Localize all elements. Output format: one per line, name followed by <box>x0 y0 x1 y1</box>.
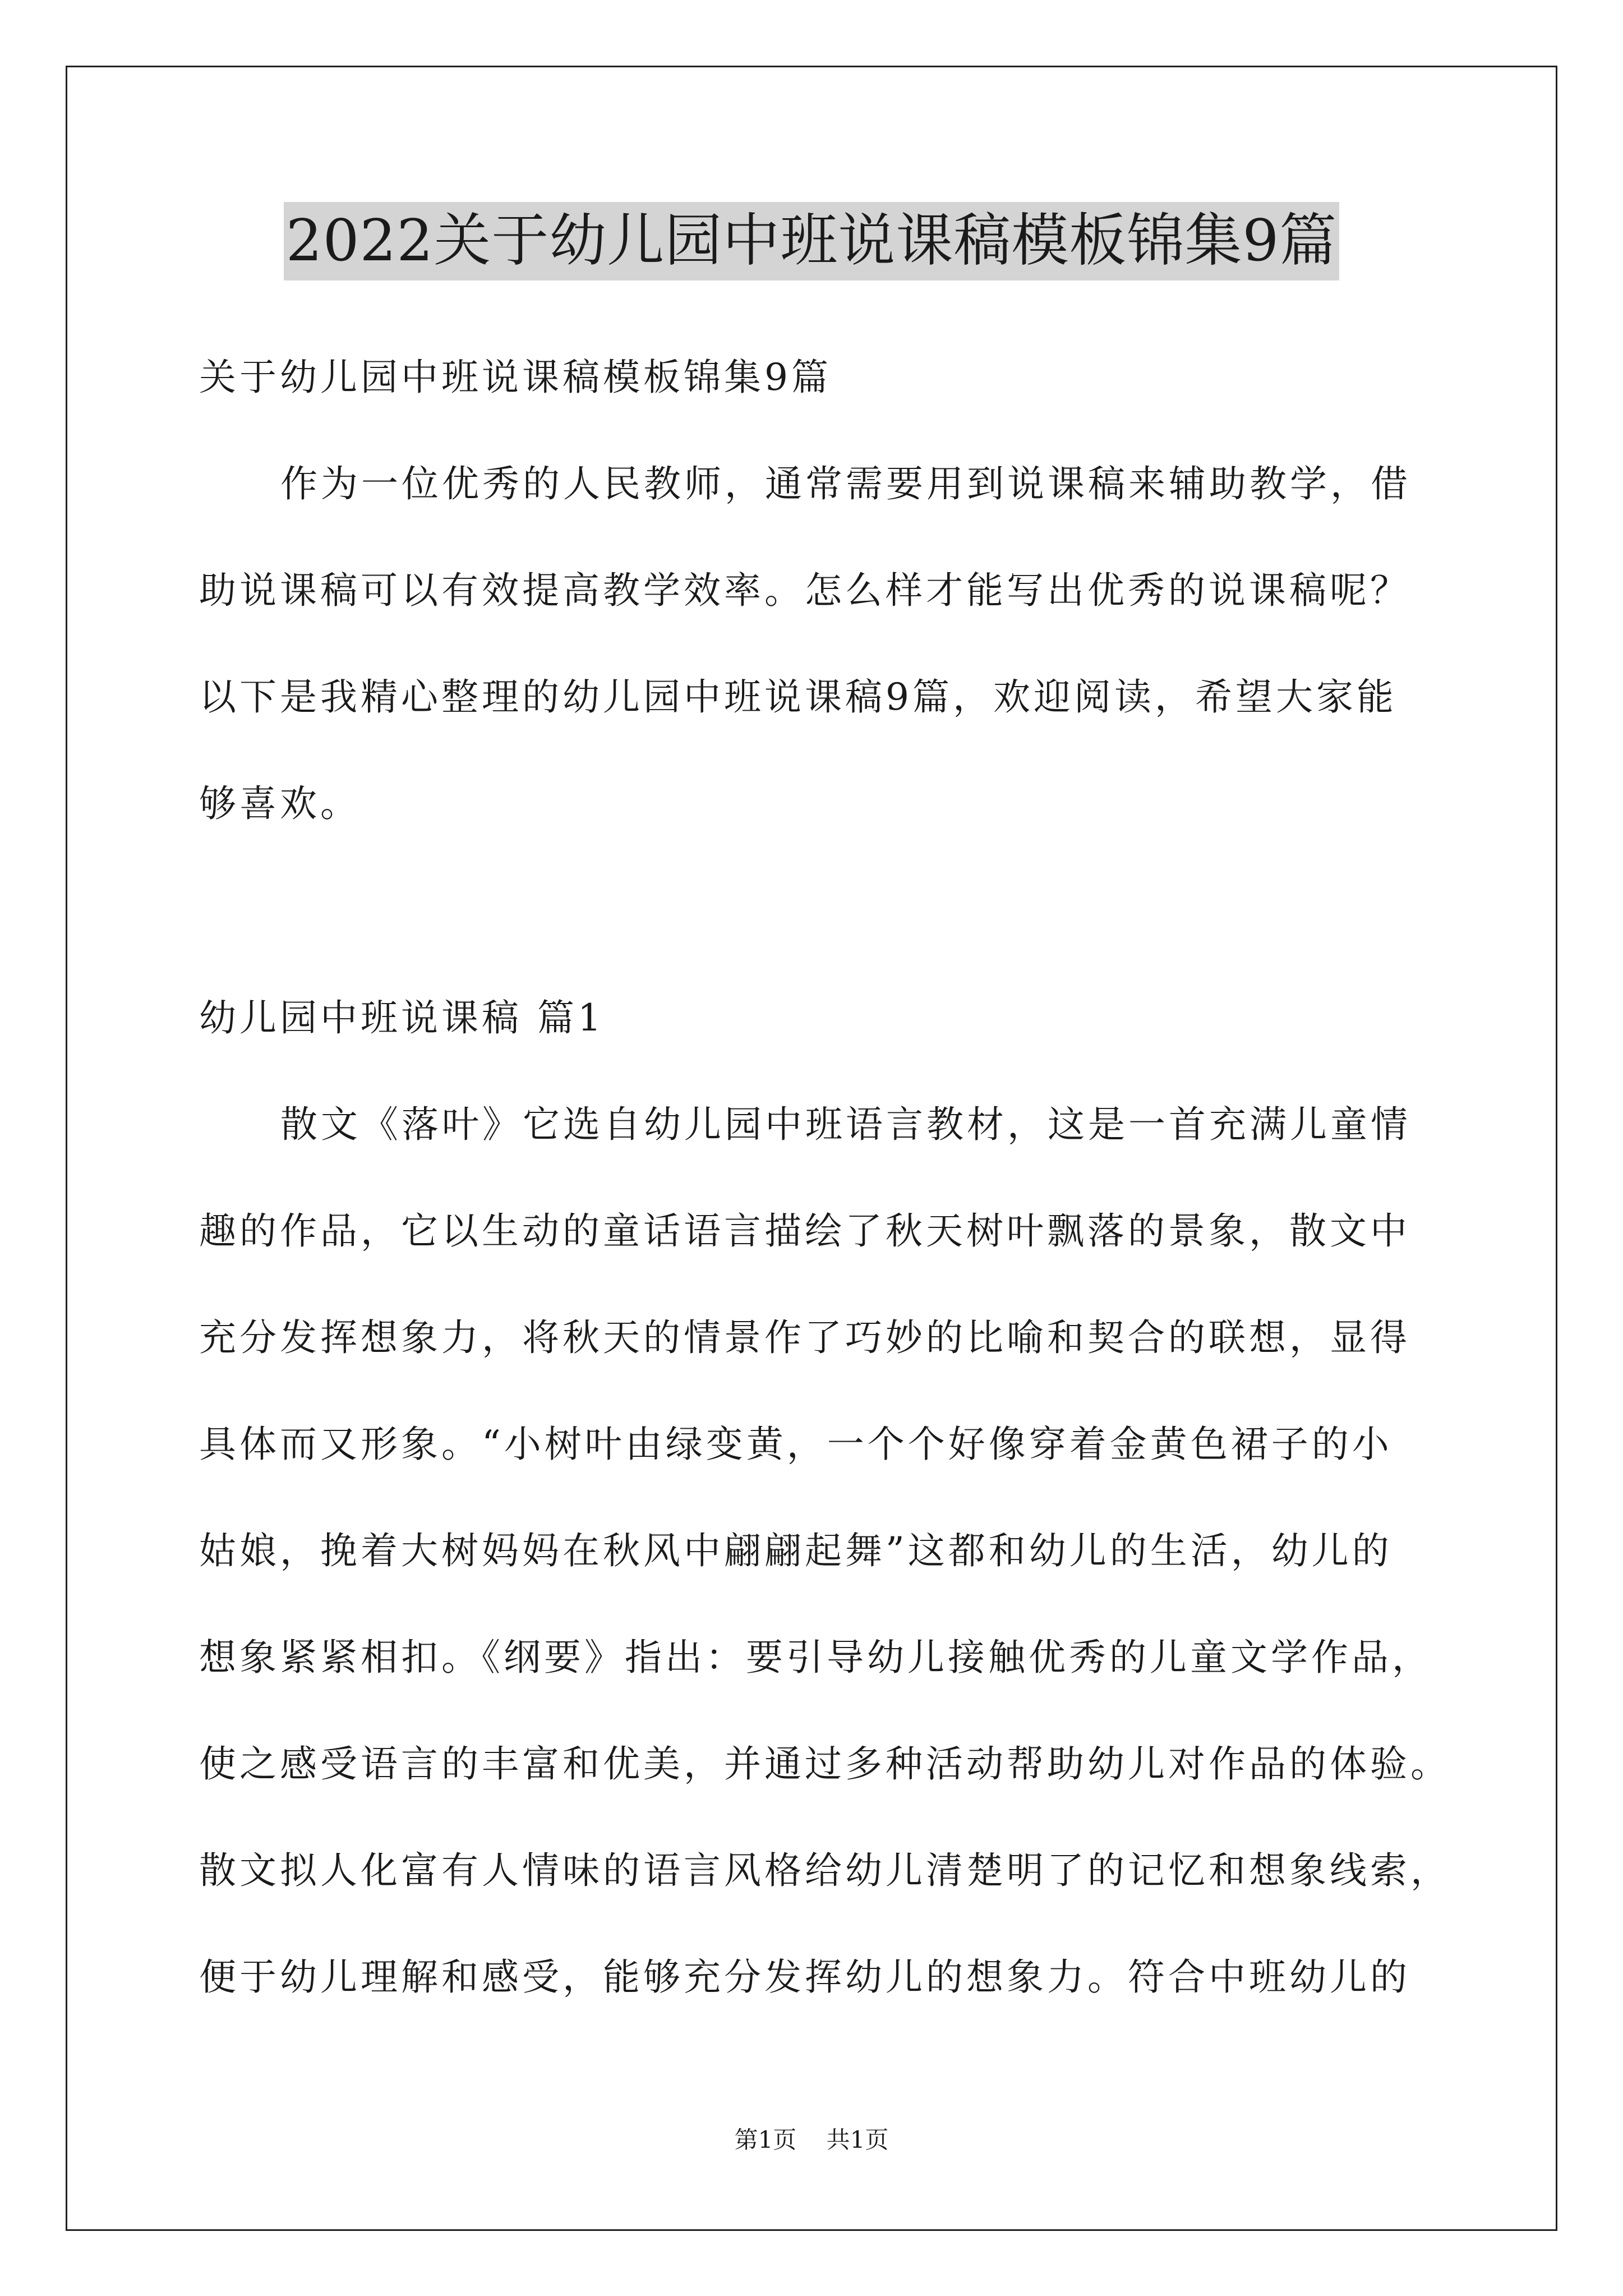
section-line-2: 趣的作品，它以生动的童话语言描绘了秋天树叶飘落的景象，散文中 <box>199 1209 1410 1253</box>
title-container <box>0 202 1623 280</box>
section-line-1: 散文《落叶》它选自幼儿园中班语言教材，这是一首充满儿童情 <box>280 1103 1411 1146</box>
document-subtitle: 关于幼儿园中班说课稿模板锦集9篇 <box>199 356 832 399</box>
page-footer <box>0 2123 1623 2157</box>
page-total: 共1页 <box>826 2126 889 2154</box>
section-line-8: 散文拟人化富有人情味的语言风格给幼儿清楚明了的记忆和想象线索， <box>199 1849 1451 1892</box>
document-title: 2022关于幼儿园中班说课稿模板锦集9篇 <box>284 202 1339 280</box>
intro-line-2: 助说课稿可以有效提高教学效率。怎么样才能写出优秀的说课稿呢？ <box>199 569 1410 612</box>
page-number: 第1页 <box>734 2126 797 2154</box>
section-line-4: 具体而又形象。“小树叶由绿变黄，一个个好像穿着金黄色裙子的小 <box>199 1423 1393 1466</box>
intro-line-4: 够喜欢。 <box>199 782 361 825</box>
section-line-7: 使之感受语言的丰富和优美，并通过多种活动帮助幼儿对作品的体验。 <box>199 1742 1451 1786</box>
intro-line-1: 作为一位优秀的人民教师，通常需要用到说课稿来辅助教学，借 <box>280 462 1411 505</box>
intro-line-3: 以下是我精心整理的幼儿园中班说课稿9篇，欢迎阅读，希望大家能 <box>199 675 1397 719</box>
section-line-3: 充分发挥想象力，将秋天的情景作了巧妙的比喻和契合的联想，显得 <box>199 1316 1410 1359</box>
section-line-6: 想象紧紧相扣。《纲要》指出：要引导幼儿接触优秀的儿童文学作品， <box>199 1636 1432 1679</box>
section-line-5: 姑娘，挽着大树妈妈在秋风中翩翩起舞”这都和幼儿的生活，幼儿的 <box>199 1529 1393 1572</box>
section-heading: 幼儿园中班说课稿 篇1 <box>199 996 605 1039</box>
section-line-9: 便于幼儿理解和感受，能够充分发挥幼儿的想象力。符合中班幼儿的 <box>199 1955 1410 1999</box>
